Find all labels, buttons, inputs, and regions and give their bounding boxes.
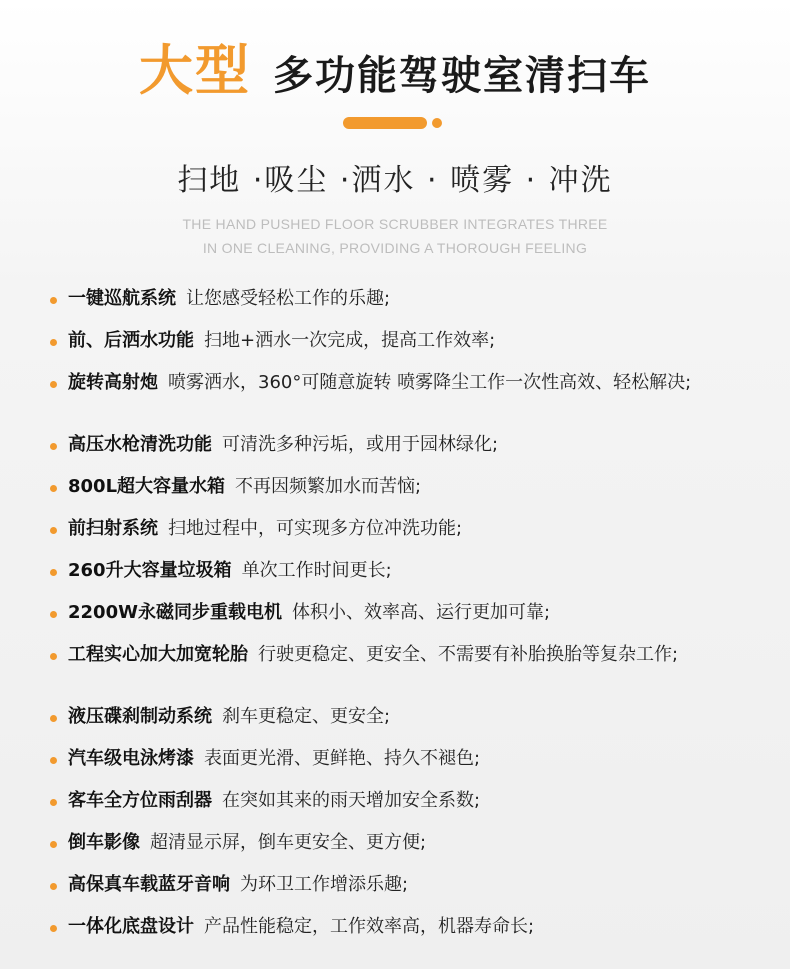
feature-desc: 体积小、效率高、运行更加可靠; [291,602,551,623]
feature-name: 高保真车载蓝牙音响 [68,874,230,895]
bullet-dot-icon [50,443,57,450]
feature-item [48,748,728,770]
subtitle: 扫地 ·吸尘 ·洒水 · 喷雾 · 冲洗 [177,163,613,198]
english-tagline-line-2: IN ONE CLEANING, PROVIDING A THOROUGH FEELING [202,240,588,256]
feature-item [48,434,728,456]
feature-desc: 为环卫工作增添乐趣; [240,874,409,895]
feature-name: 客车全方位雨刮器 [68,790,212,811]
feature-item [48,874,728,896]
feature-name: 工程实心加大加宽轮胎 [68,644,248,665]
bullet-dot-icon [50,799,57,806]
feature-desc: 刹车更稳定、更安全; [222,706,391,727]
feature-desc: 行驶更稳定、更安全、不需要有补胎换胎等复杂工作; [258,644,679,665]
feature-name: 2200W永磁同步重载电机 [68,602,282,623]
feature-desc: 扫地过程中，可实现多方位冲洗功能; [168,518,463,539]
bullet-dot-icon [50,527,57,534]
feature-name: 前扫射系统 [68,518,158,539]
feature-name: 800L超大容量水箱 [68,476,226,497]
bullet-dot-icon [50,339,57,346]
feature-desc: 让您感受轻松工作的乐趣; [186,288,391,309]
feature-item [48,476,728,498]
bullet-dot-icon [50,381,57,388]
bullet-dot-icon [50,297,57,304]
bullet-dot-icon [50,715,57,722]
feature-name: 汽车级电泳烤漆 [68,748,194,769]
english-tagline-line-1: THE HAND PUSHED FLOOR SCRUBBER INTEGRATES THREE [182,216,608,232]
divider-dot [432,118,442,128]
feature-desc: 超清显示屏，倒车更安全、更方便; [150,832,427,853]
feature-item [48,602,728,624]
divider-bar [343,117,427,129]
feature-item [48,288,728,310]
feature-name: 高压水枪清洗功能 [68,434,212,455]
bullet-dot-icon [50,485,57,492]
feature-item [48,790,728,812]
feature-name: 旋转高射炮 [68,372,158,393]
feature-item [48,644,728,666]
feature-desc: 产品性能稳定，工作效率高，机器寿命长; [204,916,535,937]
bullet-dot-icon [50,653,57,660]
feature-item [48,372,728,394]
bullet-dot-icon [50,569,57,576]
title-accent: 大型 [139,39,251,102]
bullet-dot-icon [50,611,57,618]
feature-name: 前、后洒水功能 [68,330,194,351]
feature-name: 倒车影像 [68,832,140,853]
feature-desc: 单次工作时间更长; [241,560,392,581]
bullet-dot-icon [50,883,57,890]
bullet-dot-icon [50,757,57,764]
feature-item [48,706,728,728]
feature-name: 一体化底盘设计 [68,916,194,937]
feature-desc: 在突如其来的雨天增加安全系数; [222,790,481,811]
feature-desc: 可清洗多种污垢，或用于园林绿化; [222,434,499,455]
feature-item [48,518,728,540]
bullet-dot-icon [50,841,57,848]
feature-item [48,916,728,938]
feature-item [48,560,728,582]
feature-item [48,330,728,352]
title-main: 多功能驾驶室清扫车 [273,53,651,99]
feature-item [48,832,728,854]
feature-desc: 扫地+洒水一次完成，提高工作效率; [204,330,496,351]
title-divider [343,117,443,129]
feature-name: 一键巡航系统 [68,288,176,309]
page-title [0,28,790,105]
feature-name: 液压碟刹制动系统 [68,706,212,727]
feature-desc: 不再因频繁加水而苦恼; [235,476,422,497]
feature-name: 260升大容量垃圾箱 [68,560,232,581]
bullet-dot-icon [50,925,57,932]
feature-desc: 表面更光滑、更鲜艳、持久不褪色; [204,748,481,769]
feature-desc: 喷雾洒水，360°可随意旋转 喷雾降尘工作一次性高效、轻松解决; [168,372,692,393]
